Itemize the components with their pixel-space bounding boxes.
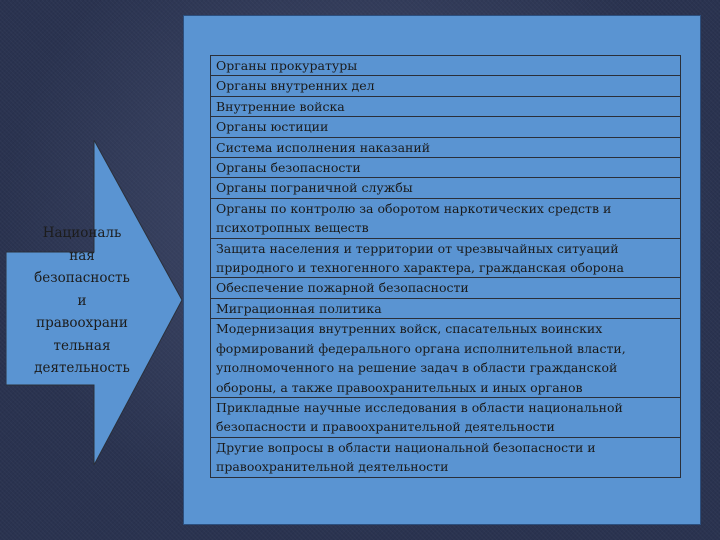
- table-row: [211, 56, 680, 76]
- table-row: [211, 97, 680, 117]
- table-row: [211, 117, 680, 137]
- table-row-line: Органы внутренних дел: [216, 78, 375, 94]
- table-row-line: формирований федерального органа исполнительной власти,: [216, 340, 626, 356]
- table-row-line: природного и техногенного характера, гражданская оборона: [216, 260, 624, 276]
- table-row: [211, 178, 680, 198]
- table-row: [211, 398, 680, 438]
- table-row-line: Система исполнения наказаний: [216, 139, 431, 155]
- table-row: [211, 76, 680, 96]
- table-row-line: правоохранительной деятельности: [216, 459, 449, 475]
- table-row-line: Органы по контролю за оборотом наркотических средств и: [216, 200, 612, 216]
- table-row: [211, 239, 680, 279]
- table-row-line: обороны, а также правоохранительных и иных органов: [216, 379, 583, 395]
- table-row: [211, 199, 680, 239]
- table-row-line: Органы юстиции: [216, 119, 329, 135]
- table-row: [211, 138, 680, 158]
- category-arrow: [6, 140, 182, 465]
- table-row: [211, 278, 680, 298]
- table-row-line: Другие вопросы в области национальной безопасности и: [216, 439, 596, 455]
- arrow-label: Националь ная безопасность и правоохрани тельная деятельность: [34, 225, 130, 376]
- table-row-line: Прикладные научные исследования в области национальной: [216, 399, 623, 415]
- table-row: [211, 299, 680, 319]
- table-row-line: уполномоченного на решение задач в области гражданской: [216, 360, 618, 376]
- table-row-line: Защита населения и территории от чрезвычайных ситуаций: [216, 240, 619, 256]
- activity-list-table: [210, 55, 681, 478]
- table-row: [211, 158, 680, 178]
- table-row-line: безопасности и правоохранительной деятельности: [216, 419, 555, 435]
- table-row: [211, 438, 680, 478]
- table-row-line: Миграционная политика: [216, 300, 382, 316]
- table-row: [211, 319, 680, 398]
- table-row-line: психотропных веществ: [216, 220, 369, 236]
- table-row-line: Органы безопасности: [216, 160, 361, 176]
- table-row-line: Органы пограничной службы: [216, 180, 413, 196]
- table-row-line: Обеспечение пожарной безопасности: [216, 280, 469, 296]
- table-row-line: Внутренние войска: [216, 98, 345, 114]
- table-row-line: Органы прокуратуры: [216, 58, 358, 73]
- table-row-line: Модернизация внутренних войск, спасательных воинских: [216, 321, 603, 337]
